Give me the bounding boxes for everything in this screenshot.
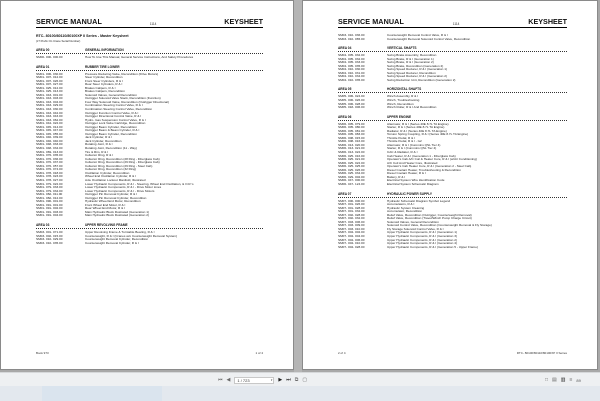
section-code: SM01- 007- 012.00	[36, 75, 63, 80]
divider	[36, 53, 263, 54]
section-description: Starter, R & I (Series 40E 8.7L TA Engine)	[387, 126, 445, 130]
continued-rows	[338, 34, 567, 41]
section-description: Cab Heater, R & I (Generation 1 - Fiberglass Cab)	[387, 154, 456, 158]
section-code: SM01- 078- 027.00	[36, 177, 63, 182]
section-description: Swing Speed Reducer, R & I (Generation 1)	[387, 68, 448, 72]
continuous-view-icon[interactable]: ▤	[552, 376, 557, 383]
section-description: Radiator, R & I (Series 40E 8.7L TA Engine)	[387, 129, 447, 133]
section-code: SM06- 025- 022.00	[338, 160, 365, 165]
section-code: SM01- 069- 013.00	[36, 149, 63, 154]
section-code: SM06- 013- 022.00	[338, 150, 365, 155]
keysheet-row	[338, 106, 567, 110]
section-description: Counterweight, R & I (Cranes w/o Counterweight Removal System)	[85, 234, 178, 238]
section-description: Swing Speed Reducer, R & I (Generation 2)	[387, 75, 448, 79]
section-code: SM07- 004- 010.00	[338, 241, 365, 246]
section-description: Throttle Pedal, R & I - G2	[387, 140, 422, 144]
section-code: SM07- 002- 028.00	[338, 212, 365, 217]
section-code: SM01- 091- 003.00	[36, 209, 63, 214]
section-code: SM01- 082- 012.00	[36, 195, 63, 200]
section-description: Diesel Coolant Heater, R & I	[387, 172, 426, 176]
section-code: SM07- 001- 028.00	[338, 205, 365, 210]
section-description: Outrigger Beam Cylinder, Recondition	[85, 132, 137, 136]
section-description: Pressure Reducing Valve, Recondition (Drive Motors)	[85, 72, 159, 76]
viewer-toolbar	[0, 372, 600, 401]
section-description: Counterweight Removal Cylinder, Recondition	[85, 238, 149, 242]
section-description: Upper Hydraulic Components, R & I (Generation 3)	[387, 234, 457, 238]
section-description: Diesel Coolant Heater, Troubleshooting & Recondition	[387, 168, 461, 172]
section-description: Outrigger Pin Removal Cylinder, R & I	[85, 193, 137, 197]
section-description: Swing Brake Assembly, Recondition	[387, 54, 437, 58]
section-code: SM06- 025- 021.00	[338, 157, 365, 162]
section-description: Swing Speed Reducer, Recondition	[387, 71, 436, 75]
section-code: SM01- 007- 027.00	[36, 82, 63, 87]
divider	[36, 70, 263, 71]
section-description: Solenoid Valves, General Recondition	[85, 93, 137, 97]
area-heading	[338, 87, 567, 91]
document-title: RTC- 80100/80110/80100XP II Series - Master Keysheet	[36, 34, 129, 38]
section-code: SM00- 000- 000.00	[36, 55, 63, 59]
section-description: Electrical System Wire Identification Code	[387, 179, 445, 183]
area-heading	[338, 46, 567, 50]
section-code: SM07- 003- 009.00	[338, 223, 365, 228]
section-code: SM07- 004- 004.00	[338, 233, 365, 238]
section-code: SM04- 010- 031.00	[338, 70, 365, 75]
section-description: Jack Cylinder, R & I	[85, 136, 112, 140]
section-description: Upper Hydraulic Components, R & I (Generation 5 - Upper Frame)	[387, 245, 478, 249]
section-description: Combination Steering Control Valve, R & I	[85, 104, 143, 108]
area-name: HYDRAULIC POWER SUPPLY	[387, 191, 433, 196]
chevron-down-icon[interactable]: ▾	[270, 377, 273, 382]
section-description: Lower Hydraulic Components, R & I - Drive Motor Lines	[85, 186, 162, 190]
section-description: Counterweight Removal Solenoid Control Valve, Recondition	[387, 37, 471, 41]
section-description: Lower Hydraulic Components, R & I - Drive Motors	[85, 189, 155, 193]
section-code: SM01- 079- 034.00	[36, 188, 63, 193]
section-code: SM04- 005- 032.00	[338, 53, 365, 58]
header-number: 1114	[149, 22, 157, 26]
section-description: Swing Brake, R & I (Generation 2)	[387, 61, 434, 65]
section-description: Relief Valve, Recondition (Travel/Winch Pump Charge Circuit)	[387, 217, 472, 221]
area-rows	[338, 54, 567, 82]
page-number-input[interactable]	[234, 377, 274, 384]
section-description: Swing Reduction Unit, Recondition (Generation 2)	[387, 78, 456, 82]
section-code: SM01- 082- 011.00	[36, 192, 63, 197]
section-code: SM01- 025- 012.00	[36, 85, 63, 90]
area-code: AREA 06	[338, 114, 352, 119]
section-code: SM01- 043- 042.00	[36, 110, 63, 115]
section-code: SM03- 001- 071.00	[36, 229, 63, 234]
section-code: SM05- 018- 006.00	[338, 105, 365, 110]
section-code: SM04- 010- 030.00	[338, 67, 365, 72]
section-description: Solenoid Control Valve, Recondition (Counterweight Removal & Fly Storage)	[387, 224, 492, 228]
document-subtitle: (J7 Prefix On Crane Serial Number)	[36, 39, 81, 43]
select-icon[interactable]: ▢	[302, 376, 308, 383]
section-description: Brakes Calipers, R & I	[85, 86, 116, 90]
area-code: AREA 00	[36, 48, 50, 52]
page-1-content	[36, 17, 263, 245]
section-code: SM06- 005- 080.00	[338, 125, 365, 130]
footer-series: RTC- 80100/80110/80100XP II Series	[516, 351, 567, 355]
section-description: Lower Hydraulic Components, R & I - Steering, Wheel End Oscillation, & O.R.'s	[85, 182, 194, 186]
area-name: VERTICAL SHAFTS	[387, 46, 417, 51]
keysheet-row	[338, 183, 567, 187]
area-list	[36, 48, 263, 245]
page-header	[36, 17, 263, 28]
footer-page-of: 2 of 4	[338, 351, 346, 355]
first-page-icon[interactable]: ⏮	[218, 376, 223, 383]
area-code: AREA 04	[338, 46, 352, 51]
section-code: SM01- 007- 026.00	[36, 78, 63, 83]
section-description: A/C Coil And Heater Core, Illustrated	[387, 161, 438, 165]
section-code: SM01- 091- 002.00	[36, 206, 63, 211]
section-code: SM06- 005- 083.00	[338, 132, 365, 137]
section-description: Accumulators, R & I	[387, 203, 415, 207]
section-description: Main Hydraulic Block Illustrated (Generation 2)	[85, 214, 149, 218]
section-description: Hydro- Gas Suspension Control Valve, R & I	[85, 118, 146, 122]
section-description: Winch, Recondition	[387, 102, 414, 106]
section-description: Oscillation Cylinder, Recondition	[85, 171, 130, 175]
section-description: Outrigger Beam & Beam Cylinder, R & I	[85, 129, 140, 133]
taskbar-strip	[0, 386, 600, 401]
section-description: Operator's Cab Heater Core, R & I (Generation 2 - Steel Cab)	[387, 165, 472, 169]
section-description: Swing Brake, R & I (Generation 1)	[387, 57, 434, 61]
section-description: Winch Roller, R & I And Recondition	[387, 106, 437, 110]
header-title: SERVICE MANUAL	[338, 17, 404, 26]
section-description: Wheel End Oscillation Cylinder, R & I	[85, 175, 136, 179]
footer-page-of: 1 of 4	[255, 351, 263, 355]
prev-page-icon[interactable]: ◀	[226, 376, 231, 383]
section-code: SM01- 079- 022.00	[36, 181, 63, 186]
section-code: SM07- 004- 028.00	[338, 244, 365, 249]
area-name: GENERAL INFORMATION	[85, 48, 124, 52]
section-description: Upper Hydraulic Components, R & I (Generation 4)	[387, 242, 457, 246]
section-description: Upper Hydraulic Components, R & I (Generation 1)	[387, 231, 457, 235]
section-description: Rear Steer Cylinders, R & I	[85, 83, 123, 87]
divider	[338, 120, 567, 121]
section-code: SM01- 078- 023.00	[36, 174, 63, 179]
page-2-content	[338, 17, 567, 249]
page-indicator: 1 / 723	[237, 377, 250, 383]
area-heading	[338, 192, 567, 196]
section-description: Upper Revolving Frame & Turntable Bearing, R & I	[85, 230, 155, 234]
section-description: Counterweight Removal Cylinder, R & I	[85, 241, 139, 245]
area-name: RUBBER TIRE LOWER	[85, 64, 120, 69]
area-rows	[36, 73, 263, 218]
section-code: SM04- 005- 035.00	[338, 63, 365, 68]
section-description: Outrigger Beam Cylinder, Recondition	[85, 125, 137, 129]
section-description: Jack Cylinder, Recondition	[85, 139, 122, 143]
page-2	[302, 0, 598, 370]
next-page-icon[interactable]: ▶	[278, 376, 283, 383]
section-description: Steer Cylinder, Recondition	[85, 76, 123, 80]
area-heading	[338, 115, 567, 119]
section-code: SM01- 046- 039.00	[36, 135, 63, 140]
section-code: SM01- 076- 037.00	[36, 160, 63, 165]
section-code: SM01- 043- 001.00	[36, 92, 63, 97]
section-code: SM01- 043- 030.00	[36, 107, 63, 112]
section-code: SM06- 005- 081.00	[338, 128, 365, 133]
section-code: SM07- 000- 000.00	[338, 198, 365, 203]
section-description: Battery, R & I	[387, 175, 406, 179]
divider	[338, 92, 567, 93]
page-1	[0, 0, 294, 370]
section-description: Collector Ring, R & I	[85, 154, 114, 158]
area-name: HORIZONTAL SHAFTS	[387, 87, 422, 92]
section-description: Outrigger Pin Removal Cylinder, Recondition	[85, 196, 147, 200]
area-list	[338, 46, 567, 249]
divider	[338, 51, 567, 52]
section-description: Throttle Pedal, R & I	[387, 136, 415, 140]
section-description: Outrigger Lock Valve Cartridge, Recondition	[85, 122, 146, 126]
section-description: Solenoid Valves, General Recondition	[387, 220, 439, 224]
section-description: Brakes Calipers, Recondition	[85, 90, 125, 94]
section-code: SM05- 006- 026.00	[338, 98, 365, 103]
section-code: SM03- 010- 036.00	[338, 33, 365, 37]
section-code: SM01- 043- 043.00	[36, 114, 63, 119]
section-code: SM01- 025- 013.00	[36, 89, 63, 94]
section-description: Rear Wheel End Motor, R & I	[85, 207, 125, 211]
keysheet-row	[36, 242, 263, 246]
zoom-level[interactable]: 89	[576, 377, 581, 383]
section-description: Tire & Rim, R & I	[85, 150, 109, 154]
section-code: SM06- 029- 002.00	[338, 174, 365, 179]
section-description: Starter, R & I (Cummins QSL Tier 4)	[387, 147, 437, 151]
section-description: Rotating Joint, Recondition (11 - Way)	[85, 147, 137, 151]
section-code: SM07- 003- 010.00	[338, 226, 365, 231]
keysheet-row	[338, 246, 567, 250]
section-code: SM01- 090- 001.00	[36, 199, 63, 204]
section-code: SM03- 010- 065.00	[338, 36, 365, 41]
section-description: Alternator, R & I (Cummins QSL Tier 4)	[387, 143, 441, 147]
section-description: Hydraulic System Cleaning	[387, 206, 425, 210]
section-description: Main Hydraulic Block Illustrated (Generation 1)	[85, 210, 149, 214]
section-code: SM07- 001- 032.00	[338, 209, 365, 214]
section-code: SM01- 046- 040.00	[36, 138, 63, 143]
page-footer	[338, 351, 567, 355]
keysheet-row	[338, 38, 567, 42]
section-description: Axle Oscillation Lockout Manifold, Illustrated	[85, 178, 146, 182]
section-code: SM06- 047- 000.00	[338, 178, 365, 183]
area-rows	[36, 56, 263, 60]
section-description: Upper Hydraulic Components, R & I (Generation 2)	[387, 238, 457, 242]
single-page-view-icon[interactable]: □	[545, 376, 549, 383]
section-code: SM06- 005- 079.00	[338, 121, 365, 126]
section-code: SM01- 045- 055.00	[36, 131, 63, 136]
section-code: SM05- 006- 024.00	[338, 94, 365, 99]
section-code: SM01- 079- 033.00	[36, 185, 63, 190]
area-code: AREA 03	[36, 222, 50, 227]
section-code: SM01- 091- 001.00	[36, 202, 63, 207]
section-description: Winch Assembly, R & I	[387, 95, 419, 99]
divider	[36, 228, 263, 229]
section-description: Collector Ring, Recondition (29 Ring - Steel Cab)	[85, 164, 153, 168]
section-code: SM06- 013- 021.00	[338, 146, 365, 151]
scroll-view-icon[interactable]: ≡	[569, 376, 573, 383]
section-description: Collector Ring, Recondition (32 Ring)	[85, 168, 137, 172]
divider	[338, 197, 567, 198]
section-description: Hydraulic Wheel End Motor, Recondition	[85, 200, 141, 204]
section-description: Swing Brake, Recondition (Generation 2)	[387, 64, 444, 68]
page-header	[338, 17, 567, 28]
last-page-icon[interactable]: ⏭	[286, 376, 291, 383]
keysheet-row	[36, 56, 263, 60]
section-description: Operator's Cab A/C Coil & Heater Core, R & I (w/Air Conditioning)	[387, 158, 477, 162]
section-code: SM01- 076- 057.00	[36, 163, 63, 168]
area-rows	[36, 231, 263, 245]
section-description: Hydraulic Schematic Diagram Symbol Legend	[387, 199, 451, 203]
section-code: SM01- 045- 047.00	[36, 128, 63, 133]
keysheet-row	[36, 214, 263, 218]
section-description: How To Use This Manual, General Service Instructions, And Safety Procedures	[85, 56, 194, 59]
section-code: SM01- 091- 004.00	[36, 213, 63, 218]
area-heading	[36, 48, 263, 52]
page-footer	[36, 351, 263, 355]
section-code: SM04- 005- 033.00	[338, 60, 365, 65]
area-heading	[36, 223, 263, 227]
header-number: 1114	[452, 22, 460, 26]
section-code: SM03- 010- 029.00	[36, 237, 63, 242]
section-code: SM04- 005- 032.00	[338, 56, 365, 61]
section-description: Accumulator, Recondition	[387, 210, 423, 214]
section-code: SM04- 010- 035.00	[338, 77, 365, 82]
section-code: SM01- 043- 003.00	[36, 96, 63, 101]
copy-icon[interactable]: ⧉	[294, 376, 299, 383]
section-code: SM01- 048- 034.00	[36, 146, 63, 151]
section-code: SM01- 043- 029.00	[36, 103, 63, 108]
section-description: Winch, Troubleshooting	[387, 99, 420, 103]
header-keysheet: KEYSHEET	[224, 17, 263, 26]
section-description: Outrigger Directional Control Valve, R & I	[85, 115, 142, 119]
section-code: SM01- 076- 036.00	[36, 156, 63, 161]
section-description: CAC & Radiator, R & I	[387, 151, 418, 155]
section-code: SM06- 008- 016.00	[338, 139, 365, 144]
section-code: SM06- 025- 025.00	[338, 164, 365, 169]
section-description: Front Steer Cylinders, R & I	[85, 79, 123, 83]
section-description: Electrical System Schematic Diagram	[387, 182, 439, 186]
header-title: SERVICE MANUAL	[36, 17, 102, 26]
area-code: AREA 01	[36, 64, 50, 69]
section-code: SM01- 045- 014.00	[36, 124, 63, 129]
section-code: SM07- 004- 002.00	[338, 230, 365, 235]
section-code: SM05- 006- 028.00	[338, 101, 365, 106]
area-heading	[36, 65, 263, 69]
section-code: SM01- 044- 022.00	[36, 121, 63, 126]
two-page-view-icon[interactable]: ▥	[560, 376, 566, 383]
area-rows	[338, 95, 567, 109]
header-keysheet: KEYSHEET	[528, 17, 567, 26]
footer-book: Book 973	[36, 351, 49, 355]
area-rows	[338, 200, 567, 250]
section-code: SM01- 076- 035.00	[36, 153, 63, 158]
section-code: SM07- 002- 032.00	[338, 216, 365, 221]
section-description: Outrigger Solenoid Valve Stack, Recondition (Function)	[85, 97, 161, 101]
area-rows	[338, 123, 567, 187]
section-code: SM01- 043- 004.00	[36, 99, 63, 104]
section-code: SM06- 008- 015.00	[338, 135, 365, 140]
section-description: Four Way Solenoid Valve, Recondition (Outrigger Directional)	[85, 100, 169, 104]
section-code: SM06- 047- 124.00	[338, 181, 365, 186]
section-code: SM01- 006- 030.00	[36, 71, 63, 76]
taskbar-highlight	[42, 386, 162, 401]
page-navigation	[218, 374, 307, 386]
section-description: Rotating Joint, R & I	[85, 143, 113, 147]
area-code: AREA 05	[338, 87, 352, 92]
view-mode-controls	[545, 374, 581, 386]
section-code: SM01- 076- 074.00	[36, 167, 63, 172]
section-code: SM06- 025- 026.00	[338, 167, 365, 172]
area-name: UPPER ENGINE	[387, 114, 412, 119]
keysheet-row	[338, 79, 567, 83]
section-code: SM07- 003- 006.00	[338, 219, 365, 224]
section-code: SM03- 002- 015.00	[36, 233, 63, 238]
section-description: Fly Storage Solenoid Control Valve, R & I	[387, 227, 444, 231]
section-description: Outrigger Function Control Valve, R & I	[85, 111, 139, 115]
section-code: SM06- 025- 034.00	[338, 171, 365, 176]
section-description: Collector Ring, Recondition (29 Ring - Fiberglass Cab)	[85, 161, 160, 165]
section-code: SM06- 025- 016.00	[338, 153, 365, 158]
section-description: Collector Ring, Recondition (28 Ring - Fiberglass Cab)	[85, 157, 160, 161]
section-code: SM01- 078- 018.00	[36, 170, 63, 175]
section-description: Counterweight Removal Control Valve, R & I	[387, 34, 448, 37]
section-code: SM01- 048- 033.00	[36, 142, 63, 147]
section-description: Front Wheel End Motor, R & I	[85, 203, 126, 207]
section-code: SM04- 010- 034.00	[338, 74, 365, 79]
section-description: Combination Steering Control Valve, Recondition	[85, 108, 153, 112]
section-description: Relief Valve, Recondition (Outrigger, Counterweight Removal)	[387, 213, 472, 217]
section-description: Alternator, R & I (Series 40E 8.7L TA Engine)	[387, 122, 449, 126]
area-name: UPPER REVOLVING FRAME	[85, 222, 128, 227]
section-code: SM06- 013- 020.00	[338, 142, 365, 147]
section-code: SM07- 001- 026.00	[338, 202, 365, 207]
area-code: AREA 07	[338, 191, 352, 196]
section-code: SM01- 043- 062.00	[36, 117, 63, 122]
page-gutter	[294, 0, 302, 372]
section-code: SM07- 004- 006.00	[338, 237, 365, 242]
section-code: SM03- 010- 035.00	[36, 240, 63, 245]
section-description: Torsion Spring Coupling, R & I (Series 40E 8.7L TA Engine)	[387, 133, 469, 137]
